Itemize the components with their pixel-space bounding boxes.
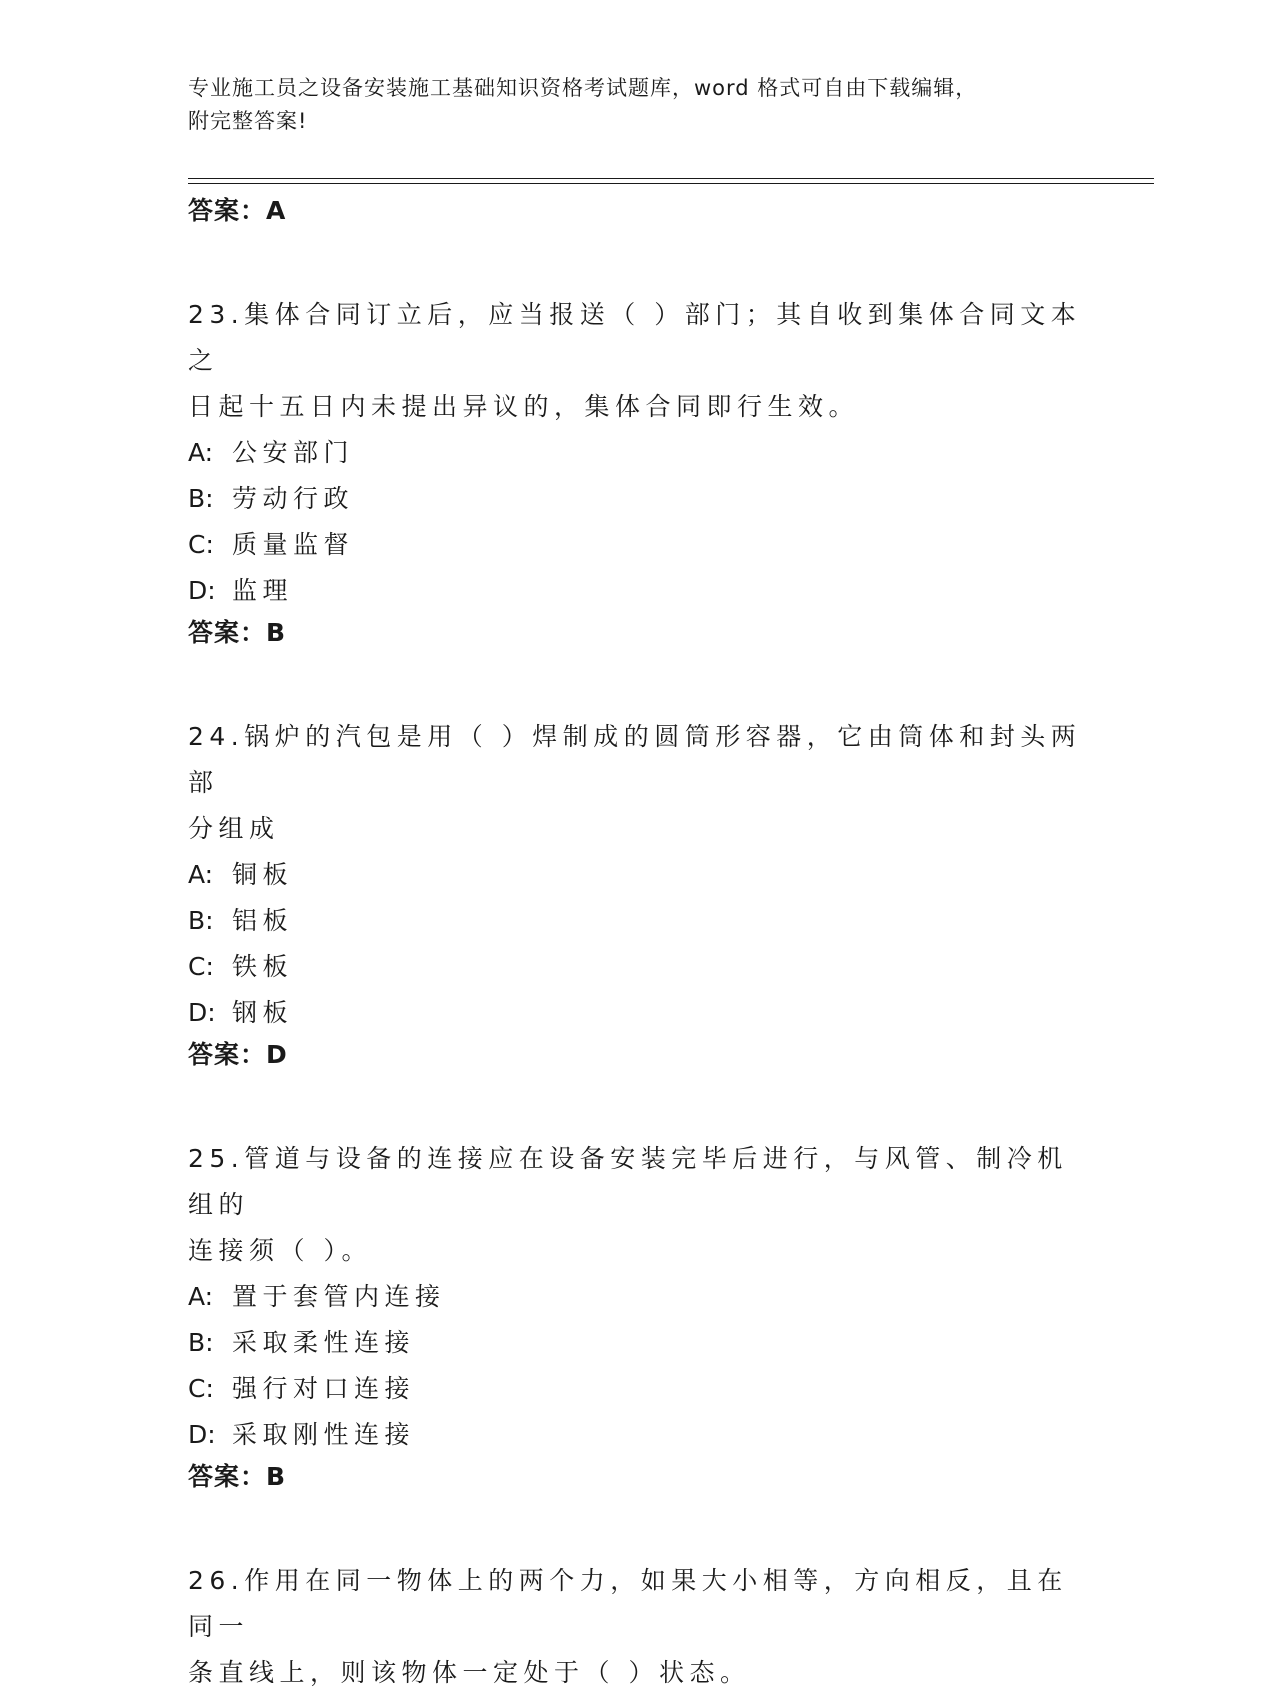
option-d <box>188 1412 1088 1458</box>
question-25 <box>188 1136 1088 1496</box>
question-text <box>188 1136 1088 1274</box>
question-text-line: 23.集体合同订立后，应当报送（ ）部门；其自收到集体合同文本之 <box>188 300 1082 375</box>
option-letter: C: <box>188 530 214 559</box>
spacer <box>188 652 1088 714</box>
question-text <box>188 292 1088 430</box>
spacer <box>188 1496 1088 1558</box>
option-d <box>188 990 1088 1036</box>
option-letter: C: <box>188 1374 214 1403</box>
question-text-line: 日起十五日内未提出异议的，集体合同即行生效。 <box>188 392 860 421</box>
option-text: 钢板 <box>232 998 294 1027</box>
question-text-line: 条直线上，则该物体一定处于（ ）状态。 <box>188 1658 751 1687</box>
option-letter: A: <box>188 438 214 467</box>
option-text: 铁板 <box>232 952 294 981</box>
question-26 <box>188 1558 1088 1696</box>
option-letter: B: <box>188 906 214 935</box>
option-text: 采取柔性连接 <box>232 1328 416 1357</box>
answer-label: 答案：D <box>188 1040 288 1069</box>
question-text <box>188 714 1088 852</box>
answer-label: 答案：B <box>188 618 287 647</box>
option-b <box>188 898 1088 944</box>
option-letter: D: <box>188 576 216 605</box>
question-24 <box>188 714 1088 1074</box>
option-a <box>188 852 1088 898</box>
option-b <box>188 1320 1088 1366</box>
question-list <box>188 192 1088 1696</box>
option-letter: D: <box>188 1420 216 1449</box>
question-text-line: 26.作用在同一物体上的两个力，如果大小相等，方向相反，且在同一 <box>188 1566 1068 1641</box>
option-letter: B: <box>188 484 214 513</box>
question-text <box>188 1558 1088 1696</box>
option-text: 采取刚性连接 <box>232 1420 416 1449</box>
question-text-line: 25.管道与设备的连接应在设备安装完毕后进行，与风管、制冷机组的 <box>188 1144 1068 1219</box>
option-text: 监理 <box>232 576 294 605</box>
option-text: 劳动行政 <box>232 484 355 513</box>
header-line-1: 专业施工员之设备安装施工基础知识资格考试题库，word 格式可自由下载编辑， <box>188 76 978 100</box>
answer-label: 答案：A <box>188 196 287 225</box>
question-23 <box>188 292 1088 652</box>
option-text: 质量监督 <box>232 530 355 559</box>
option-letter: A: <box>188 1282 214 1311</box>
spacer <box>188 230 1088 292</box>
answer-label: 答案：B <box>188 1462 287 1491</box>
option-c <box>188 1366 1088 1412</box>
option-letter: D: <box>188 998 216 1027</box>
spacer <box>188 1074 1088 1136</box>
question-text-line: 连接须（ ）。 <box>188 1236 372 1265</box>
option-a <box>188 1274 1088 1320</box>
option-text: 置于套管内连接 <box>232 1282 446 1311</box>
header-rule-top <box>188 178 1154 179</box>
option-letter: B: <box>188 1328 214 1357</box>
header-line-2: 附完整答案! <box>188 109 308 133</box>
option-letter: A: <box>188 860 214 889</box>
option-c <box>188 522 1088 568</box>
option-letter: C: <box>188 952 214 981</box>
question-text-line: 分组成 <box>188 814 280 843</box>
option-text: 铜板 <box>232 860 294 889</box>
option-a <box>188 430 1088 476</box>
option-text: 强行对口连接 <box>232 1374 416 1403</box>
header-rule-bottom <box>188 183 1154 184</box>
option-b <box>188 476 1088 522</box>
option-text: 公安部门 <box>232 438 355 467</box>
option-text: 铝板 <box>232 906 294 935</box>
option-c <box>188 944 1088 990</box>
question-text-line: 24.锅炉的汽包是用（ ）焊制成的圆筒形容器，它由筒体和封头两部 <box>188 722 1082 797</box>
page-header <box>188 72 1068 138</box>
option-d <box>188 568 1088 614</box>
